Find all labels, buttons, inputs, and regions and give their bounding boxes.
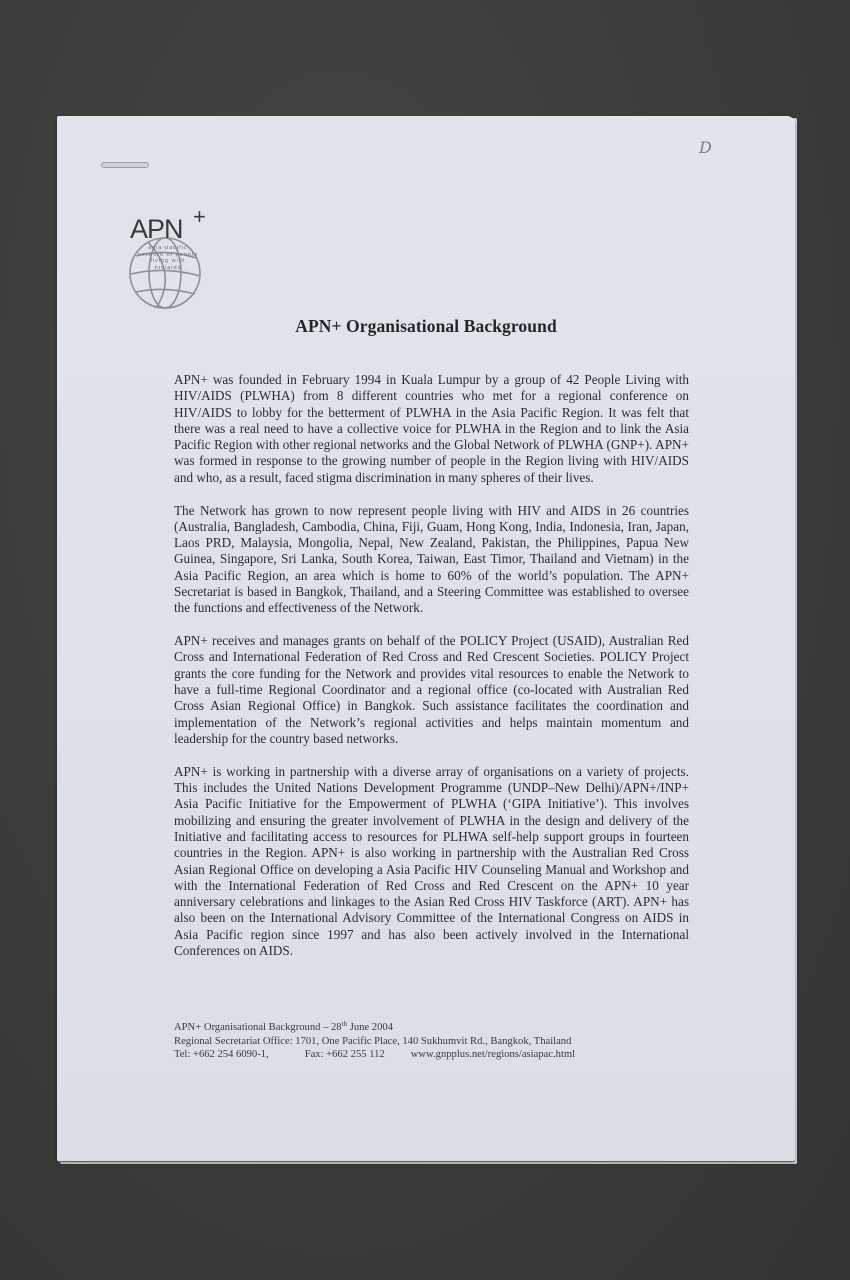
logo-wordmark: APN: [130, 214, 183, 244]
staple: [101, 162, 149, 168]
logo-tagline: asia-pacific network of people living with hiv/aids: [137, 245, 199, 271]
footer-date-sup: th: [341, 1020, 348, 1028]
document-body: [174, 372, 689, 976]
apn-logo: [120, 204, 210, 304]
paragraph-partnerships: APN+ is working in partnership with a diverse array of organisations on a variety of projects. This includes the United Nations Development Programme (UNDP–New Delhi)/APN+/INP+ Asia Pacific Initiative for the Empowerment of PLWHA (‘GIPA Initiative’). This involves mobilizing and ensuring the greater involvement of PLWHA in the design and delivery of the Initiative and facilitating access to resources for PLHWA self-help support groups in fourteen countries in the Region. APN+ is also working in partnership with the Australian Red Cross Asian Regional Office on developing a Asia Pacific HIV Counseling Manual and Workshop and with the International Federation of Red Cross and Red Crescent on the APN+ 10 year anniversary celebrations and linkages to the Asian Red Cross HIV Taskforce (ART). APN+ has also been on the International Advisory Committee of the International Congress on AIDS in Asia Pacific region since 1997 and has also been actively involved in the International Conferences on AIDS.: [174, 763, 689, 958]
document-page: [57, 116, 795, 1161]
handwritten-annotation: D: [699, 138, 712, 157]
footer-fax: Fax: +662 255 112: [304, 1049, 385, 1060]
footer-website: www.gnpplus.net/regions/asiapac.html: [410, 1049, 576, 1060]
document-title: APN+ Organisational Background: [295, 316, 557, 336]
logo-plus: +: [193, 204, 206, 229]
footer-date-line: [174, 1021, 694, 1035]
paragraph-founding: APN+ was founded in February 1994 in Kuala Lumpur by a group of 42 People Living with HIV/AIDS (PLWHA) from 8 different countries who met for a regional conference on HIV/AIDS to lobby for the betterment of PLWHA in the Asia Pacific Region. It was felt that there was a real need to have a collective voice for PLWHA in the Region and to link the Asia Pacific Region with other regional networks and the Global Network of PLWHA (GNP+). APN+ was formed in response to the growing number of people in the Region living with HIV/AIDS and who, as a result, faced stigma discrimination in many spheres of their lives.: [174, 372, 689, 485]
document-footer: [174, 1021, 694, 1062]
footer-date-prefix: APN+ Organisational Background – 28: [174, 1022, 342, 1033]
footer-tel: Tel: +662 254 6090-1,: [174, 1049, 269, 1060]
paragraph-network-growth: The Network has grown to now represent people living with HIV and AIDS in 26 countries (Australia, Bangladesh, Cambodia, China, Fiji, Guam, Hong Kong, India, Indonesia, Iran, Japan, Laos PRD, Malaysia, Mongolia, Nepal, New Zealand, Pakistan, the Philippines, Papua New Guinea, Singapore, Sri Lanka, South Korea, Taiwan, East Timor, Thailand and Vietnam) in the Asia Pacific Region, an area which is home to 60% of the world’s population. The APN+ Secretariat is based in Bangkok, Thailand, and a Steering Committee was established to oversee the functions and effectiveness of the Network.: [174, 502, 689, 616]
paragraph-grants: APN+ receives and manages grants on behalf of the POLICY Project (USAID), Australian Red Cross and International Federation of Red Cross and Red Crescent Societies. POLICY Project grants the core funding for the Network and provides vital resources to enable the Network to have a full-time Regional Coordinator and a regional office (co-located with Australian Red Cross Asian Regional Office) in Bangkok. Such assistance facilitates the coordination and implementation of the Network’s regional activities and helps maintain momentum and leadership for the country based networks.: [174, 633, 689, 746]
footer-address: Regional Secretariat Office: 1701, One Pacific Place, 140 Sukhumvit Rd., Bangkok, Thailand: [174, 1035, 572, 1047]
footer-contact-line: [174, 1048, 694, 1062]
footer-date-suffix: June 2004: [347, 1022, 393, 1033]
